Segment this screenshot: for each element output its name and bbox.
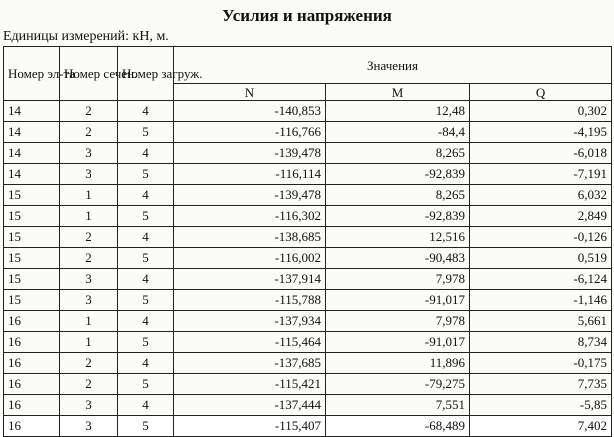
cell-m: 11,896 [326, 353, 470, 374]
cell-element: 16 [4, 374, 60, 395]
table-row [4, 311, 612, 332]
cell-q: -5,85 [470, 395, 612, 416]
cell-q: 2,849 [470, 206, 612, 227]
cell-element: 14 [4, 122, 60, 143]
cell-load: 5 [118, 416, 174, 437]
table-row [4, 101, 612, 122]
cell-q: -6,018 [470, 143, 612, 164]
cell-m: 12,48 [326, 101, 470, 122]
cell-n: -116,002 [174, 248, 326, 269]
cell-section: 2 [60, 122, 118, 143]
table-header-row [4, 47, 612, 84]
cell-section: 1 [60, 332, 118, 353]
cell-m: -91,017 [326, 332, 470, 353]
cell-q: 0,519 [470, 248, 612, 269]
units-label: Единицы измерений: кН, м. [3, 29, 169, 44]
cell-n: -115,464 [174, 332, 326, 353]
cell-q: -7,191 [470, 164, 612, 185]
cell-load: 5 [118, 248, 174, 269]
cell-section: 3 [60, 290, 118, 311]
header-m: M [326, 84, 470, 101]
cell-n: -115,407 [174, 416, 326, 437]
cell-element: 16 [4, 353, 60, 374]
cell-m: -90,483 [326, 248, 470, 269]
header-q: Q [470, 84, 612, 101]
table-row [4, 353, 612, 374]
cell-element: 15 [4, 185, 60, 206]
cell-q: 6,032 [470, 185, 612, 206]
cell-n: -115,788 [174, 290, 326, 311]
cell-section: 1 [60, 206, 118, 227]
cell-section: 1 [60, 311, 118, 332]
table-row [4, 374, 612, 395]
cell-m: -68,489 [326, 416, 470, 437]
cell-m: -84,4 [326, 122, 470, 143]
cell-n: -139,478 [174, 143, 326, 164]
cell-n: -140,853 [174, 101, 326, 122]
table-row [4, 122, 612, 143]
cell-element: 14 [4, 143, 60, 164]
cell-load: 4 [118, 143, 174, 164]
cell-load: 5 [118, 164, 174, 185]
header-n: N [174, 84, 326, 101]
header-section: Номер сечен. [60, 47, 118, 101]
cell-load: 5 [118, 290, 174, 311]
cell-element: 16 [4, 332, 60, 353]
cell-n: -137,685 [174, 353, 326, 374]
cell-m: -92,839 [326, 206, 470, 227]
cell-q: -4,195 [470, 122, 612, 143]
table-row [4, 206, 612, 227]
cell-m: 8,265 [326, 143, 470, 164]
cell-load: 4 [118, 101, 174, 122]
table-body [4, 101, 612, 437]
cell-n: -116,766 [174, 122, 326, 143]
cell-element: 16 [4, 395, 60, 416]
cell-element: 15 [4, 206, 60, 227]
cell-m: 7,551 [326, 395, 470, 416]
cell-load: 4 [118, 395, 174, 416]
cell-load: 4 [118, 269, 174, 290]
cell-load: 4 [118, 185, 174, 206]
cell-element: 15 [4, 290, 60, 311]
cell-q: 0,302 [470, 101, 612, 122]
table-row [4, 227, 612, 248]
cell-n: -137,914 [174, 269, 326, 290]
cell-q: 5,661 [470, 311, 612, 332]
cell-section: 2 [60, 227, 118, 248]
cell-q: -0,175 [470, 353, 612, 374]
cell-n: -116,302 [174, 206, 326, 227]
table-row [4, 290, 612, 311]
cell-n: -116,114 [174, 164, 326, 185]
cell-m: -92,839 [326, 164, 470, 185]
forces-table [3, 46, 612, 437]
table-row [4, 395, 612, 416]
cell-q: -6,124 [470, 269, 612, 290]
table-row [4, 332, 612, 353]
cell-element: 14 [4, 101, 60, 122]
cell-m: 7,978 [326, 269, 470, 290]
cell-m: 12,516 [326, 227, 470, 248]
table-row [4, 416, 612, 437]
cell-n: -139,478 [174, 185, 326, 206]
cell-m: -79,275 [326, 374, 470, 395]
cell-q: 8,734 [470, 332, 612, 353]
table-row [4, 185, 612, 206]
cell-load: 5 [118, 374, 174, 395]
cell-section: 3 [60, 269, 118, 290]
cell-load: 5 [118, 206, 174, 227]
cell-n: -138,685 [174, 227, 326, 248]
cell-m: 7,978 [326, 311, 470, 332]
table-row [4, 143, 612, 164]
cell-q: 7,735 [470, 374, 612, 395]
table-row [4, 164, 612, 185]
cell-load: 4 [118, 353, 174, 374]
header-load: Номер загруж. [118, 47, 174, 101]
cell-element: 16 [4, 311, 60, 332]
cell-section: 3 [60, 416, 118, 437]
cell-q: -1,146 [470, 290, 612, 311]
page-title: Усилия и напряжения [222, 6, 392, 25]
table-row [4, 269, 612, 290]
cell-n: -137,444 [174, 395, 326, 416]
cell-element: 15 [4, 269, 60, 290]
cell-load: 4 [118, 227, 174, 248]
cell-q: -0,126 [470, 227, 612, 248]
cell-section: 2 [60, 374, 118, 395]
cell-element: 16 [4, 416, 60, 437]
cell-section: 1 [60, 185, 118, 206]
cell-element: 15 [4, 248, 60, 269]
cell-q: 7,402 [470, 416, 612, 437]
header-element: Номер эл-та [4, 47, 60, 101]
cell-section: 2 [60, 101, 118, 122]
cell-element: 14 [4, 164, 60, 185]
cell-n: -115,421 [174, 374, 326, 395]
cell-section: 2 [60, 353, 118, 374]
cell-element: 15 [4, 227, 60, 248]
cell-n: -137,934 [174, 311, 326, 332]
cell-m: -91,017 [326, 290, 470, 311]
cell-section: 3 [60, 395, 118, 416]
cell-load: 5 [118, 122, 174, 143]
header-values: Значения [174, 47, 612, 84]
table-row [4, 248, 612, 269]
cell-load: 4 [118, 311, 174, 332]
cell-section: 2 [60, 248, 118, 269]
cell-section: 3 [60, 143, 118, 164]
cell-m: 8,265 [326, 185, 470, 206]
cell-section: 3 [60, 164, 118, 185]
cell-load: 5 [118, 332, 174, 353]
